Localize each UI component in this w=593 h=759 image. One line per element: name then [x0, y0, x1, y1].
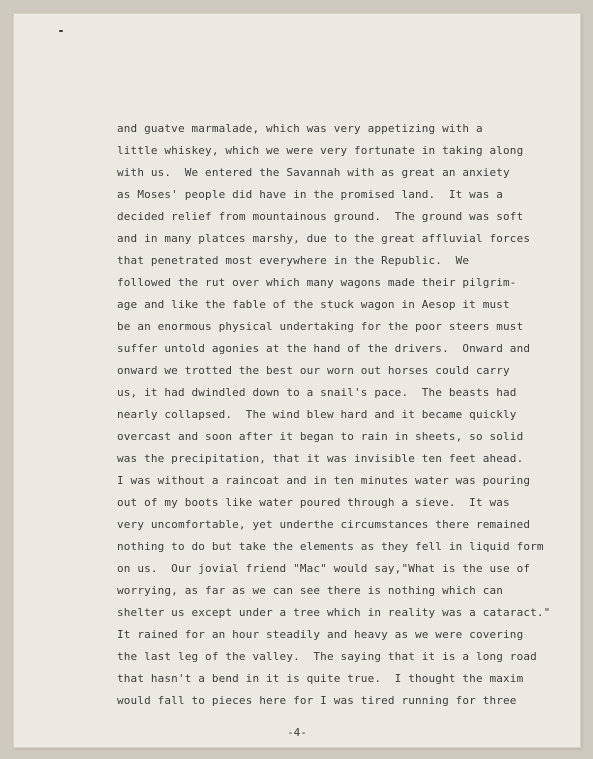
text-line: decided relief from mountainous ground. The ground was soft — [117, 210, 524, 223]
text-line: I was without a raincoat and in ten minutes water was pouring — [117, 474, 531, 487]
text-line: nearly collapsed. The wind blew hard and it became quickly — [117, 408, 517, 421]
text-line: It rained for an hour steadily and heavy as we were covering — [117, 628, 524, 641]
text-line: that penetrated most everywhere in the Republic. We — [117, 254, 470, 267]
text-line: be an enormous physical undertaking for the poor steers must — [117, 320, 524, 333]
text-line: followed the rut over which many wagons made their pilgrim- — [117, 276, 517, 289]
text-line: as Moses' people did have in the promised land. It was a — [117, 188, 504, 201]
typed-body-text — [117, 118, 550, 712]
text-line: suffer untold agonies at the hand of the drivers. Onward and — [117, 342, 531, 355]
text-line: little whiskey, which we were very fortunate in taking along — [117, 144, 524, 157]
text-line: onward we trotted the best our worn out horses could carry — [117, 364, 510, 377]
text-line: and in many platces marshy, due to the great affluvial forces — [117, 232, 531, 245]
text-line: the last leg of the valley. The saying that it is a long road — [117, 650, 537, 663]
ink-mark — [59, 30, 63, 32]
text-line: shelter us except under a tree which in reality was a cataract." — [117, 606, 551, 619]
typewritten-page — [13, 13, 581, 748]
text-line: age and like the fable of the stuck wagon in Aesop it must — [117, 298, 510, 311]
text-line: on us. Our jovial friend "Mac" would say,"What is the use of — [117, 562, 531, 575]
text-line: nothing to do but take the elements as they fell in liquid form — [117, 540, 544, 553]
text-line: us, it had dwindled down to a snail's pace. The beasts had — [117, 386, 517, 399]
text-line: and guatve marmalade, which was very appetizing with a — [117, 122, 483, 135]
page-number: -4- — [287, 726, 307, 739]
text-line: out of my boots like water poured through a sieve. It was — [117, 496, 510, 509]
text-line: overcast and soon after it began to rain in sheets, so solid — [117, 430, 524, 443]
text-line: with us. We entered the Savannah with as great an anxiety — [117, 166, 510, 179]
text-line: worrying, as far as we can see there is nothing which can — [117, 584, 504, 597]
text-line: very uncomfortable, yet underthe circumstances there remained — [117, 518, 531, 531]
text-line: that hasn't a bend in it is quite true. I thought the maxim — [117, 672, 524, 685]
text-line: would fall to pieces here for I was tired running for three — [117, 694, 517, 707]
text-line: was the precipitation, that it was invisible ten feet ahead. — [117, 452, 524, 465]
